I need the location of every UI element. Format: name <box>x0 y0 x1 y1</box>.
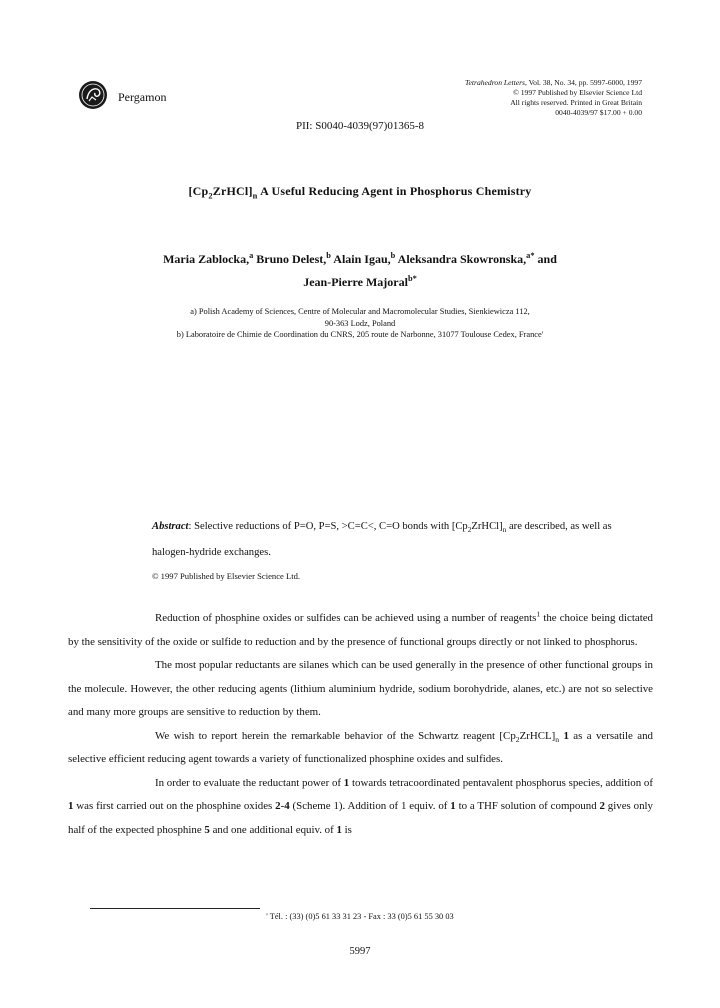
title-part: A Useful Reducing Agent in Phosphorus Chemistry <box>257 184 532 198</box>
title-part: [Cp <box>188 184 209 198</box>
title-subscript: n <box>252 191 258 201</box>
reference-mark: 1 <box>536 609 541 619</box>
citation-details: , Vol. 38, No. 34, pp. 5997-6000, 1997 <box>524 78 642 87</box>
compound-number: 2 <box>599 800 605 812</box>
author-list <box>40 248 680 294</box>
abstract-copyright: © 1997 Published by Elsevier Science Ltd. <box>152 571 301 581</box>
title-subscript: 2 <box>208 191 213 201</box>
author-name: Bruno Delest, <box>253 252 327 266</box>
pii-identifier: PII: S0040-4039(97)01365-8 <box>295 120 425 132</box>
paper-title <box>0 184 720 199</box>
author-affil-mark: a <box>249 251 254 260</box>
text-run: as a versatile and selective efficient reducing agent towards a variety of functionalized phosphine oxides and sulfides. <box>68 729 653 765</box>
author-affil-mark: b <box>326 251 331 260</box>
abstract-text: ZrHCl] <box>471 521 503 532</box>
text-run: is <box>341 823 352 836</box>
text-run: gives only half of the expected phosphine <box>68 800 653 836</box>
abstract-subscript: 2 <box>467 525 472 535</box>
text-subscript: n <box>555 734 560 744</box>
abstract-text: Selective reductions of P=O, P=S, >C=C<, C=O bonds with [Cp <box>191 521 468 532</box>
text-run: - <box>280 800 285 812</box>
text-run: Reduction of phosphine oxides or sulfides can be achieved using a number of reagents <box>155 612 537 624</box>
abstract <box>152 514 642 584</box>
compound-number: 2 <box>275 800 281 812</box>
affiliation-b: b) Laboratoire de Chimie de Coordination du CNRS, 205 route de Narbonne, 31077 Toulouse Cedex, France' <box>176 330 544 339</box>
compound-number: 1 <box>343 776 350 789</box>
compound-number: 1 <box>563 729 569 742</box>
copyright-line: © 1997 Published by Elsevier Science Ltd <box>513 88 642 97</box>
author-name: Maria Zablocka, <box>163 252 250 266</box>
author-conjunction: and <box>534 252 557 266</box>
paragraph-1 <box>68 607 653 654</box>
compound-number: 5 <box>204 823 210 836</box>
footnote-rule <box>90 908 260 909</box>
title-part: ZrHCl] <box>212 184 253 198</box>
page-number: 5997 <box>349 946 371 957</box>
text-run: In order to evaluate the reductant power of <box>155 776 344 789</box>
text-run: We wish to report herein the remarkable behavior of the Schwartz reagent [Cp <box>155 729 516 742</box>
text-subscript: 2 <box>515 734 520 744</box>
text-run: and one additional equiv. of <box>209 823 337 836</box>
affiliation-a-line-1: a) Polish Academy of Sciences, Centre of Molecular and Macromolecular Studies, Sienkiewicza 112, <box>190 307 530 316</box>
price-line: 0040-4039/97 $17.00 + 0.00 <box>555 108 642 117</box>
journal-name: Tetrahedron Letters <box>465 78 525 87</box>
author-line-1 <box>40 248 680 271</box>
body-text <box>68 607 653 842</box>
affiliation-a-line-2: 90-363 Lodz, Poland <box>324 318 396 328</box>
compound-number: 4 <box>284 800 290 812</box>
abstract-subscript: n <box>502 525 507 535</box>
compound-number: 1 <box>450 800 456 812</box>
footnote: ' Tél. : (33) (0)5 61 33 31 23 - Fax : 33 (0)5 61 55 30 03 <box>266 912 454 921</box>
author-line-2 <box>40 271 680 294</box>
author-affil-mark: b* <box>407 274 417 283</box>
abstract-label: Abstract <box>152 521 189 532</box>
paragraph-3 <box>68 725 653 772</box>
paragraph-4 <box>68 772 653 843</box>
compound-number: 1 <box>68 800 74 812</box>
citation-block <box>465 78 642 118</box>
text-run: ZrHCL] <box>519 729 556 742</box>
paragraph-2: The most popular reductants are silanes which can be used generally in the presence of other functional groups in the molecule. However, the other reducing agents (lithium aluminium hydride, sodium borohydride, alanes, etc.) are not so selective and many more groups are sensitive to reduction by them. <box>68 659 653 718</box>
text-run: towards tetracoordinated pentavalent phosphorus species, addition of <box>349 776 653 789</box>
author-name: Jean-Pierre Majoral <box>303 275 408 289</box>
author-affil-mark: b <box>390 251 396 260</box>
journal-citation <box>465 78 642 88</box>
text-run: (Scheme 1). Addition of 1 equiv. of <box>289 800 451 812</box>
rights-line: All rights reserved. Printed in Great Britain <box>510 98 642 107</box>
pergamon-logo-icon <box>78 80 108 110</box>
compound-number: 1 <box>336 823 342 836</box>
publisher-name: Pergamon <box>118 90 167 104</box>
text-run: was first carried out on the phosphine oxides <box>73 800 276 812</box>
author-affil-mark: a* <box>526 251 535 260</box>
author-name: Alain Igau, <box>330 252 391 266</box>
text-run: the choice being dictated by the sensitivity of the oxide or sulfide to reduction and by the presence of functional groups directly or not linked to phosphorus. <box>68 612 653 648</box>
affiliations <box>40 306 680 341</box>
text-run: to a THF solution of compound <box>455 800 600 812</box>
abstract-colon: : <box>188 521 192 532</box>
abstract-text: are described, as well as halogen-hydride exchanges. <box>152 521 612 558</box>
author-name: Aleksandra Skowronska, <box>395 252 527 266</box>
